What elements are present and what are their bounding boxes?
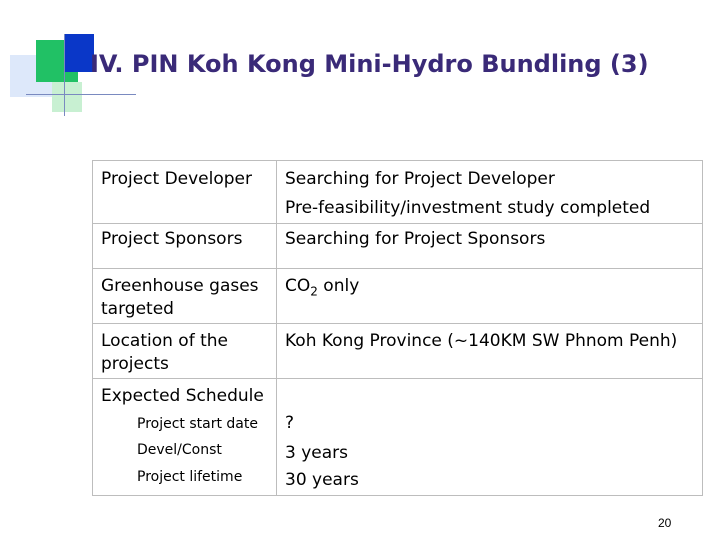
ghg-value-main: CO xyxy=(285,276,311,296)
developer-label: Project Developer xyxy=(101,169,252,189)
location-label-line2: projects xyxy=(101,354,169,374)
page-number: 20 xyxy=(658,516,672,530)
schedule-item-label: Project lifetime xyxy=(137,469,243,485)
project-info-table xyxy=(92,160,703,496)
sponsors-label: Project Sponsors xyxy=(101,229,243,249)
ghg-value xyxy=(285,274,359,303)
table-row-schedule xyxy=(93,378,702,496)
schedule-item-value: 3 years xyxy=(285,443,349,463)
schedule-item-value: 30 years xyxy=(285,470,359,490)
decor-vertical-line xyxy=(64,34,65,116)
location-label-line1: Location of the xyxy=(101,331,228,351)
schedule-item-label: Project start date xyxy=(137,416,258,432)
slide-title: IV. PIN Koh Kong Mini-Hydro Bundling (3) xyxy=(90,50,649,78)
ghg-value-rest: only xyxy=(317,276,360,296)
developer-value-line1: Searching for Project Developer xyxy=(285,169,555,189)
ghg-label-line1: Greenhouse gases xyxy=(101,276,259,296)
schedule-label: Expected Schedule xyxy=(101,386,264,406)
ghg-label-line2: targeted xyxy=(101,299,174,319)
decor-horizontal-line xyxy=(26,94,136,95)
table-row-ghg xyxy=(93,268,702,323)
decor-light-green-square xyxy=(52,82,82,112)
sponsors-value: Searching for Project Sponsors xyxy=(285,229,546,249)
schedule-item-value: ? xyxy=(285,413,295,433)
location-value: Koh Kong Province (~140KM SW Phnom Penh) xyxy=(285,331,678,351)
ghg-value-subscript: 2 xyxy=(310,284,318,299)
table-row-developer xyxy=(93,161,702,223)
table-row-location xyxy=(93,323,702,378)
schedule-item-label: Devel/Const xyxy=(137,442,222,458)
developer-value-line2: Pre-feasibility/investment study completed xyxy=(285,198,651,218)
table-row-sponsors xyxy=(93,223,702,268)
